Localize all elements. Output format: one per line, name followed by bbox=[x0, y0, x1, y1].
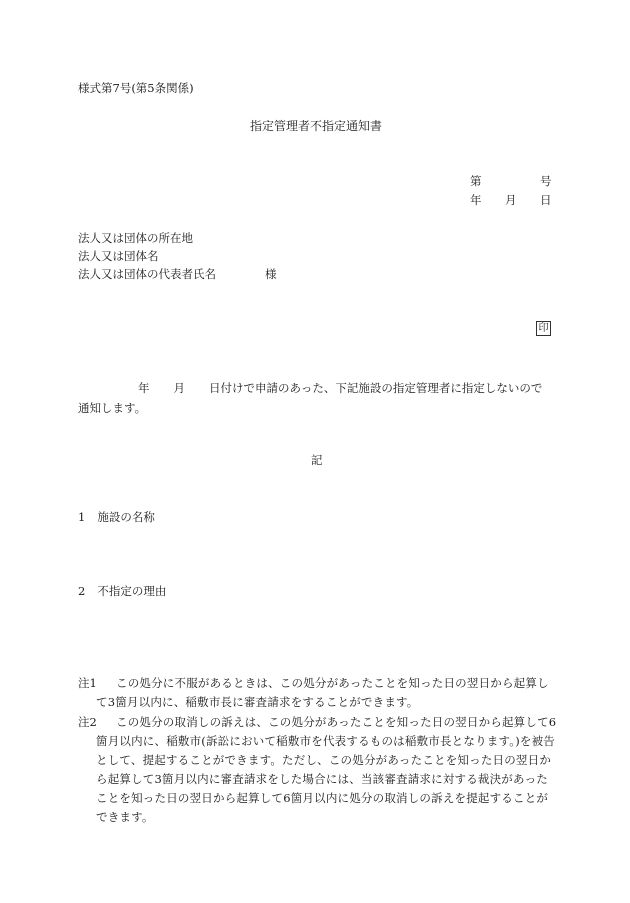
number-suffix: 号 bbox=[540, 174, 552, 188]
body-month: 月 bbox=[173, 381, 185, 395]
section-2-number: 2 bbox=[78, 584, 86, 598]
section-2-label: 不指定の理由 bbox=[97, 584, 167, 598]
body-line-2: 通知します。 bbox=[78, 401, 147, 415]
note-1 bbox=[78, 674, 558, 712]
body-line1-rest: 日付けで申請のあった、下記施設の指定管理者に指定しないので bbox=[209, 381, 543, 395]
body-year: 年 bbox=[138, 381, 150, 395]
section-1-label: 施設の名称 bbox=[97, 510, 155, 524]
date-year: 年 bbox=[470, 193, 482, 207]
date-month: 月 bbox=[505, 193, 517, 207]
body-line-1 bbox=[78, 378, 554, 398]
section-1-number: 1 bbox=[78, 510, 86, 524]
form-label: 様式第7号(第5条関係) bbox=[78, 81, 194, 95]
honorific: 様 bbox=[265, 267, 277, 281]
note-1-label: 注1 bbox=[78, 676, 97, 690]
note-2-text: この処分の取消しの訴えは、この処分があったことを知った日の翌日から起算して6箇月以内に、稲敷市(訴訟において稲敷市を代表するものは稲敷市長となります。)を被告として、提起することができます。ただし、この処分があったことを知った日の翌日から起算して3箇月以内に審査請求をした場合には、当該審査請求に対する裁決があったことを知った日の翌日から起算して6箇月以内に処分の取消しの訴えを提起することができます。 bbox=[96, 715, 557, 824]
number-prefix: 第 bbox=[470, 174, 482, 188]
body-paragraph bbox=[78, 378, 554, 418]
representative-label: 法人又は団体の代表者氏名 bbox=[78, 267, 216, 281]
section-1 bbox=[78, 510, 155, 525]
section-2 bbox=[78, 584, 166, 599]
address-label: 法人又は団体の所在地 bbox=[78, 231, 193, 245]
note-2-label: 注2 bbox=[78, 715, 97, 729]
date-day: 日 bbox=[540, 193, 552, 207]
note-1-text: この処分に不服があるときは、この処分があったことを知った日の翌日から起算して3箇月以内に、稲敷市長に審査請求をすることができます。 bbox=[96, 676, 549, 709]
seal-stamp: 印 bbox=[536, 321, 551, 336]
ki-marker: 記 bbox=[311, 453, 323, 467]
document-title: 指定管理者不指定通知書 bbox=[250, 119, 383, 133]
note-2 bbox=[78, 713, 558, 827]
org-name-label: 法人又は団体名 bbox=[78, 249, 159, 263]
